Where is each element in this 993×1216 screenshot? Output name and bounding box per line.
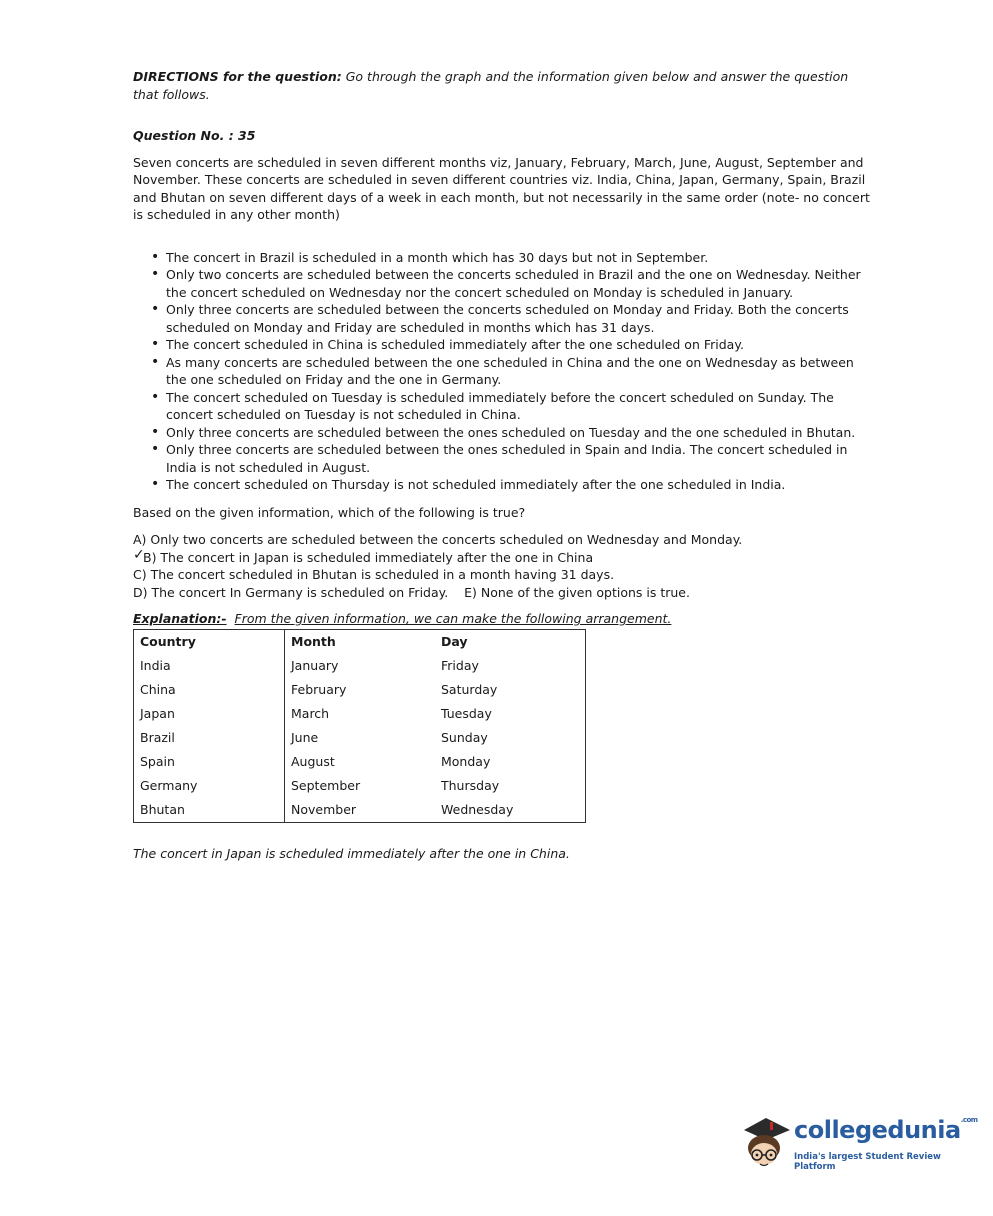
- cell-day: Tuesday: [441, 705, 492, 721]
- answer-options: [133, 531, 873, 601]
- directions: [133, 68, 873, 103]
- header-country: Country: [134, 629, 285, 654]
- question-page: [133, 68, 873, 862]
- question-stem: Seven concerts are scheduled in seven different months viz, January, February, March, June, August, September and November. These concerts are scheduled in seven different countries viz. India, China, Japan, Germany, Spain, Brazil and Bhutan on seven different days of a week in each month, but not necessarily in the same order (note- no concert is scheduled in any other month): [133, 154, 870, 222]
- table-row: [134, 726, 586, 750]
- option-b-text: B) The concert in Japan is scheduled immediately after the one in China: [143, 549, 594, 565]
- table-row: [134, 678, 586, 702]
- clue-item: • The concert scheduled on Tuesday is scheduled immediately before the concert scheduled on Sunday. The concert scheduled on Tuesday is not scheduled in China.: [166, 389, 873, 424]
- cell-day: Saturday: [441, 681, 498, 697]
- clue-item: • The concert scheduled on Thursday is not scheduled immediately after the one scheduled in India.: [166, 476, 873, 494]
- arrangement-table: [133, 629, 586, 823]
- cell-day: Friday: [441, 657, 479, 673]
- question-prompt: Based on the given information, which of the following is true?: [133, 504, 526, 520]
- clue-item: • Only three concerts are scheduled between the concerts scheduled on Monday and Friday. Both the concerts scheduled on Monday and Friday are scheduled in months which has 31 days.: [166, 301, 873, 336]
- table-row: [134, 798, 586, 823]
- table-row: [134, 774, 586, 798]
- option-e: E) None of the given options is true.: [464, 584, 690, 600]
- cell-day: Sunday: [441, 729, 488, 745]
- clue-list: [133, 249, 873, 494]
- directions-label: DIRECTIONS for the question:: [133, 69, 342, 84]
- conclusion: The concert in Japan is scheduled immediately after the one in China.: [133, 845, 570, 861]
- cell-country: Germany: [134, 774, 285, 798]
- option-c: C) The concert scheduled in Bhutan is scheduled in a month having 31 days.: [133, 567, 615, 582]
- header-day: Day: [441, 633, 468, 649]
- explanation: [133, 610, 873, 628]
- table-row: [134, 750, 586, 774]
- cell-month: June: [291, 729, 319, 745]
- clue-item: • As many concerts are scheduled between the one scheduled in China and the one on Wednesday as between the one scheduled on Friday and the one in Germany.: [166, 354, 873, 389]
- logo-suffix: .com: [960, 1116, 978, 1124]
- cell-month: January: [291, 657, 339, 673]
- table-row: [134, 702, 586, 726]
- option-a: A) Only two concerts are scheduled between the concerts scheduled on Wednesday and Monday.: [133, 532, 743, 547]
- cell-day: Monday: [441, 753, 491, 769]
- table-header-row: [134, 629, 586, 654]
- header-month: Month: [291, 633, 336, 649]
- table-row: [134, 654, 586, 678]
- clue-item: • The concert in Brazil is scheduled in a month which has 30 days but not in September.: [166, 249, 873, 267]
- clue-item: • Only two concerts are scheduled between the concerts scheduled in Brazil and the one on Wednesday. Neither the concert scheduled on Wednesday nor the concert scheduled on Monday is scheduled in January.: [166, 266, 873, 301]
- logo-wordmark: [794, 1116, 978, 1144]
- cell-month: February: [291, 681, 347, 697]
- correct-check-icon: ✓: [133, 546, 145, 563]
- cell-country: Brazil: [134, 726, 285, 750]
- collegedunia-logo: [740, 1108, 978, 1178]
- cell-country: India: [134, 654, 285, 678]
- question-number: Question No. : 35: [133, 128, 256, 143]
- cell-country: China: [134, 678, 285, 702]
- clue-item: • The concert scheduled in China is scheduled immediately after the one scheduled on Friday.: [166, 336, 873, 354]
- option-d: D) The concert In Germany is scheduled on Friday.: [133, 584, 449, 600]
- option-b: [133, 546, 873, 567]
- logo-tagline: India's largest Student Review Platform: [794, 1152, 941, 1172]
- directions-text: Go through the graph and the information given below and answer the question that follows.: [133, 69, 849, 102]
- cell-month: March: [291, 705, 330, 721]
- cell-month: September: [291, 777, 361, 793]
- cell-country: Japan: [134, 702, 285, 726]
- cell-month: August: [291, 753, 335, 769]
- cell-day: Thursday: [441, 777, 500, 793]
- explanation-text: From the given information, we can make the following arrangement.: [234, 611, 672, 626]
- clue-item: • Only three concerts are scheduled between the ones scheduled in Spain and India. The concert scheduled in India is not scheduled in August.: [166, 441, 873, 476]
- cell-day: Wednesday: [441, 801, 514, 817]
- clue-item: • Only three concerts are scheduled between the ones scheduled on Tuesday and the one scheduled in Bhutan.: [166, 424, 873, 442]
- explanation-label: Explanation:-: [133, 611, 227, 626]
- option-d-e: [133, 584, 873, 602]
- cell-month: November: [291, 801, 357, 817]
- cell-country: Spain: [134, 750, 285, 774]
- logo-name: collegedunia: [794, 1116, 961, 1144]
- mascot-icon: [740, 1108, 794, 1178]
- cell-country: Bhutan: [134, 798, 285, 823]
